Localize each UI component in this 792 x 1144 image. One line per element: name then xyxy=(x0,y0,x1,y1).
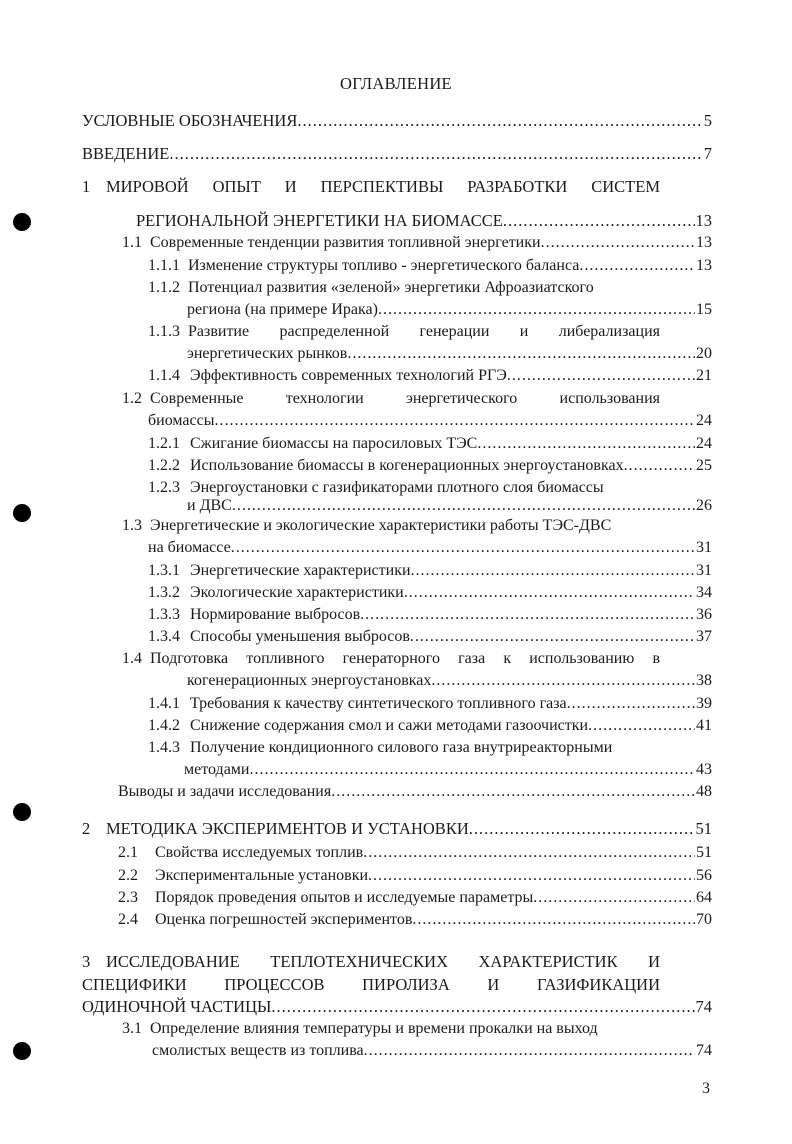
toc-page-number: 34 xyxy=(696,584,712,601)
dot-leader xyxy=(431,671,695,691)
toc-entry[interactable] xyxy=(155,843,712,863)
toc-entry-text: Получение кондиционного силового газа внутриреакторными xyxy=(190,739,613,756)
toc-entry[interactable] xyxy=(155,866,712,886)
toc-entry-number: 1.1.2 xyxy=(148,279,180,296)
toc-page-number: 31 xyxy=(696,539,712,556)
toc-entry-number: 1.2 xyxy=(122,390,142,407)
dot-leader xyxy=(579,256,695,276)
toc-page-number: 13 xyxy=(696,234,712,251)
toc-entry[interactable] xyxy=(190,561,712,581)
toc-entry[interactable] xyxy=(155,888,712,908)
toc-entry[interactable] xyxy=(150,649,660,669)
dot-leader xyxy=(410,627,695,647)
toc-entry[interactable] xyxy=(82,997,712,1017)
toc-entry-text: энергетических рынков xyxy=(187,345,348,362)
toc-entry[interactable] xyxy=(150,389,660,409)
dot-leader xyxy=(507,366,695,386)
toc-entry[interactable] xyxy=(155,910,712,930)
toc-entry-number: 1.1.4 xyxy=(148,367,180,384)
toc-entry[interactable] xyxy=(190,627,712,647)
dot-leader xyxy=(363,843,695,863)
toc-entry-number: 1.4.3 xyxy=(148,739,180,756)
toc-page-number: 24 xyxy=(696,435,712,452)
toc-entry-text: Нормирование выбросов xyxy=(190,606,361,623)
toc-entry-text: Экологические характеристики xyxy=(190,584,404,601)
dot-leader xyxy=(378,300,695,320)
toc-entry-number: 3 xyxy=(82,952,91,971)
toc-entry[interactable] xyxy=(106,952,660,972)
toc-entry-text: ВВЕДЕНИЕ xyxy=(82,144,170,163)
toc-entry-number: 1.3 xyxy=(122,517,142,534)
toc-page-number: 74 xyxy=(695,997,712,1016)
dot-leader xyxy=(567,694,695,714)
toc-entry[interactable] xyxy=(150,233,712,253)
dot-leader xyxy=(271,997,694,1017)
toc-entry[interactable] xyxy=(150,1019,598,1039)
toc-entry-text: Экспериментальные установки xyxy=(155,867,369,884)
toc-entry-text: Требования к качеству синтетического топливного газа xyxy=(190,695,567,712)
toc-entry[interactable] xyxy=(187,300,712,320)
toc-entry-text: Энергетические характеристики xyxy=(190,562,411,579)
dot-leader xyxy=(503,211,695,231)
toc-entry-number: 1.1.3 xyxy=(148,323,180,340)
page-number: 3 xyxy=(702,1080,710,1097)
toc-page-number: 43 xyxy=(696,761,712,778)
toc-title: ОГЛАВЛЕНИЕ xyxy=(340,74,452,93)
toc-entry-text: Энергетические и экологические характеристики работы ТЭС-ДВС xyxy=(150,517,612,534)
toc-entry-number: 1.1 xyxy=(122,234,142,251)
toc-page-number: 51 xyxy=(696,844,712,861)
toc-entry-number: 2.1 xyxy=(118,844,138,861)
toc-page-number: 37 xyxy=(696,628,712,645)
binder-hole-icon xyxy=(13,213,31,231)
toc-page-number: 13 xyxy=(696,257,712,274)
toc-page-number: 36 xyxy=(696,606,712,623)
binder-hole-icon xyxy=(13,1042,31,1060)
toc-entry-text: Свойства исследуемых топлив xyxy=(155,844,364,861)
dot-leader xyxy=(404,583,695,603)
toc-entry-number: 2.4 xyxy=(118,911,138,928)
dot-leader xyxy=(541,233,695,253)
toc-entry[interactable] xyxy=(188,322,660,342)
toc-entry-number: 1.3.4 xyxy=(148,628,180,645)
dot-leader xyxy=(214,411,695,431)
toc-entry[interactable] xyxy=(190,456,712,476)
toc-entry[interactable] xyxy=(136,211,712,231)
toc-page-number: 7 xyxy=(703,144,712,163)
toc-entry-text: Подготовка топливного генераторного газа к использованию в xyxy=(150,650,660,667)
toc-entry[interactable] xyxy=(187,344,712,364)
toc-entry-text: ОДИНОЧНОЙ ЧАСТИЦЫ xyxy=(82,997,272,1016)
toc-entry[interactable] xyxy=(187,496,712,516)
dot-leader xyxy=(360,605,695,625)
toc-entry-number: 1.2.1 xyxy=(148,435,180,452)
toc-entry[interactable] xyxy=(82,111,712,131)
toc-page-number: 56 xyxy=(696,867,712,884)
toc-entry-text: УСЛОВНЫЕ ОБОЗНАЧЕНИЯ xyxy=(82,111,298,130)
toc-entry-text: Эффективность современных технологий РГЭ xyxy=(190,367,507,384)
toc-page-number: 15 xyxy=(696,301,712,318)
toc-entry[interactable] xyxy=(190,583,712,603)
dot-leader xyxy=(249,760,695,780)
toc-entry-number: 1.3.3 xyxy=(148,606,180,623)
dot-leader xyxy=(232,496,695,516)
toc-entry-number: 1.4.1 xyxy=(148,695,180,712)
toc-entry-number: 1.2.3 xyxy=(148,479,180,496)
binder-hole-icon xyxy=(13,504,31,522)
toc-entry[interactable] xyxy=(190,478,604,498)
toc-page-number: 39 xyxy=(696,695,712,712)
toc-entry-text: биомассы xyxy=(148,412,215,429)
toc-entry[interactable] xyxy=(190,605,712,625)
toc-entry-number: 2.3 xyxy=(118,889,138,906)
toc-entry-text: Сжигание биомассы на паросиловых ТЭС xyxy=(190,435,478,452)
toc-entry-text: методами xyxy=(184,761,250,778)
dot-leader xyxy=(477,434,695,454)
dot-leader xyxy=(624,456,695,476)
toc-entry-number: 1.4.2 xyxy=(148,717,180,734)
dot-leader xyxy=(412,910,695,930)
toc-entry-number: 1.3.1 xyxy=(148,562,180,579)
toc-entry[interactable] xyxy=(190,694,712,714)
dot-leader xyxy=(368,866,695,886)
dot-leader xyxy=(533,888,695,908)
dot-leader xyxy=(347,344,695,364)
toc-entry[interactable] xyxy=(190,738,612,758)
toc-entry-text: ИССЛЕДОВАНИЕ ТЕПЛОТЕХНИЧЕСКИХ ХАРАКТЕРИСТИК И xyxy=(106,952,660,971)
toc-page-number: 24 xyxy=(696,412,712,429)
toc-entry-text: на биомассе xyxy=(148,539,231,556)
toc-entry[interactable] xyxy=(190,434,712,454)
dot-leader xyxy=(297,111,702,131)
toc-page-number: 20 xyxy=(696,345,712,362)
toc-entry-text: Потенциал развития «зеленой» энергетики Афроазиатского xyxy=(188,279,594,296)
toc-entry[interactable] xyxy=(188,256,712,276)
toc-page-number: 25 xyxy=(696,457,712,474)
toc-entry-text: МИРОВОЙ ОПЫТ И ПЕРСПЕКТИВЫ РАЗРАБОТКИ СИСТЕМ xyxy=(106,177,660,196)
toc-entry-text: Порядок проведения опытов и исследуемые параметры xyxy=(155,889,534,906)
toc-entry[interactable] xyxy=(187,671,712,691)
dot-leader xyxy=(411,561,695,581)
toc-entry-number: 1.1.1 xyxy=(148,257,180,274)
toc-page-number: 26 xyxy=(696,497,712,514)
toc-page-number: 70 xyxy=(696,911,712,928)
toc-entry[interactable] xyxy=(82,975,660,995)
toc-entry-number: 1.2.2 xyxy=(148,457,180,474)
binder-hole-icon xyxy=(13,803,31,821)
toc-entry-text: РЕГИОНАЛЬНОЙ ЭНЕРГЕТИКИ НА БИОМАССЕ xyxy=(136,211,503,230)
toc-entry-text: когенерационных энергоустановках xyxy=(187,672,432,689)
toc-page-number: 31 xyxy=(696,562,712,579)
toc-entry[interactable] xyxy=(150,516,611,536)
toc-entry-number: 3.1 xyxy=(122,1020,142,1037)
toc-page-number: 41 xyxy=(696,717,712,734)
toc-entry-number: 1.4 xyxy=(122,650,142,667)
dot-leader xyxy=(469,819,695,839)
toc-entry-number: 2 xyxy=(82,819,91,838)
toc-page-number: 21 xyxy=(696,367,712,384)
dot-leader xyxy=(331,782,695,802)
toc-entry-text: Развитие распределенной генерации и либерализация xyxy=(188,323,660,340)
toc-entry-number: 1 xyxy=(82,177,91,196)
toc-entry-number: 1.3.2 xyxy=(148,584,180,601)
dot-leader xyxy=(231,538,695,558)
toc-page-number: 5 xyxy=(703,111,712,130)
dot-leader xyxy=(364,1041,695,1061)
toc-entry-text: Оценка погрешностей экспериментов xyxy=(155,911,413,928)
toc-page-number: 64 xyxy=(696,889,712,906)
toc-entry[interactable] xyxy=(148,538,712,558)
toc-entry-text: и ДВС xyxy=(187,497,232,514)
toc-entry-text: Определение влияния температуры и времени прокалки на выход xyxy=(150,1020,598,1037)
dot-leader xyxy=(588,716,695,736)
toc-entry-text: Способы уменьшения выбросов xyxy=(190,628,410,645)
toc-entry[interactable] xyxy=(188,278,594,298)
toc-page-number: 48 xyxy=(696,783,712,800)
toc-entry-text: Снижение содержания смол и сажи методами газоочистки xyxy=(190,717,589,734)
toc-entry-text: Современные технологии энергетического использования xyxy=(150,390,660,407)
toc-entry-text: Современные тенденции развития топливной энергетики xyxy=(150,234,541,251)
toc-entry[interactable] xyxy=(82,144,712,164)
toc-entry-text: Изменение структуры топливо - энергетического баланса xyxy=(188,257,580,274)
toc-entry-text: МЕТОДИКА ЭКСПЕРИМЕНТОВ И УСТАНОВКИ xyxy=(106,819,469,838)
toc-entry[interactable] xyxy=(106,177,660,197)
toc-entry[interactable] xyxy=(184,760,712,780)
toc-entry[interactable] xyxy=(190,716,712,736)
toc-page-number: 51 xyxy=(695,819,712,838)
toc-entry-text: СПЕЦИФИКИ ПРОЦЕССОВ ПИРОЛИЗА И ГАЗИФИКАЦИИ xyxy=(82,975,660,994)
toc-entry[interactable] xyxy=(118,782,712,802)
toc-entry[interactable] xyxy=(190,366,712,386)
toc-entry-text: смолистых веществ из топлива xyxy=(152,1042,364,1059)
toc-page-number: 74 xyxy=(696,1042,712,1059)
toc-page-number: 13 xyxy=(695,211,712,230)
toc-entry[interactable] xyxy=(106,819,712,839)
toc-entry-text: Использование биомассы в когенерационных энергоустановках xyxy=(190,457,624,474)
toc-entry[interactable] xyxy=(152,1041,712,1061)
toc-entry-number: 2.2 xyxy=(118,867,138,884)
toc-page-number: 38 xyxy=(696,672,712,689)
toc-entry-text: региона (на примере Ирака) xyxy=(187,301,378,318)
toc-entry[interactable] xyxy=(148,411,712,431)
dot-leader xyxy=(169,144,702,164)
toc-entry-text: Энергоустановки с газификаторами плотного слоя биомассы xyxy=(190,479,604,496)
toc-entry-text: Выводы и задачи исследования xyxy=(118,783,332,800)
